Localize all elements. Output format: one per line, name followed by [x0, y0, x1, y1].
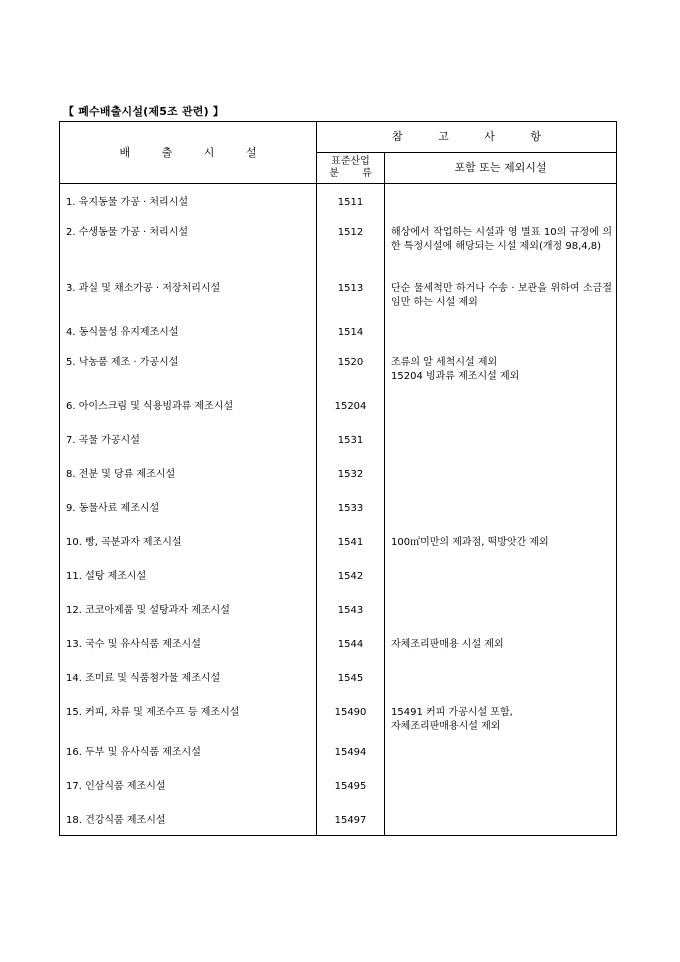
row-facility-name: 4. 동식물성 유지제조시설: [60, 314, 317, 344]
row-facility-name: 7. 곡물 가공시설: [60, 422, 317, 456]
row-include-exclude: 해상에서 작업하는 시설과 영 별표 10의 규정에 의한 특정시설에 해당되는 시설 제외(개정 98,4,8): [385, 214, 617, 270]
table-row: [60, 768, 617, 802]
table-row: [60, 422, 617, 456]
row-facility-name: 16. 두부 및 유사식품 제조시설: [60, 734, 317, 768]
row-industry-code: 1511: [317, 184, 385, 214]
table-row: [60, 214, 617, 270]
header-description: 포함 또는 제외시설: [385, 153, 617, 184]
row-include-exclude: [385, 768, 617, 802]
row-industry-code: 1513: [317, 270, 385, 314]
header-facility: 배 출 시 설: [60, 122, 317, 184]
table-body: [60, 184, 617, 836]
row-include-exclude: [385, 456, 617, 490]
table-row: [60, 734, 617, 768]
row-include-exclude: [385, 802, 617, 836]
table-row: [60, 388, 617, 422]
page-title: 【 폐수배출시설(제5조 관련) 】: [63, 105, 225, 118]
table-row: [60, 626, 617, 660]
row-include-exclude: [385, 660, 617, 694]
row-include-exclude: [385, 388, 617, 422]
row-include-exclude: [385, 734, 617, 768]
table-row: [60, 694, 617, 734]
row-facility-name: 13. 국수 및 유사식품 제조시설: [60, 626, 317, 660]
row-facility-name: 6. 아이스크림 및 식용빙과류 제조시설: [60, 388, 317, 422]
row-industry-code: 1531: [317, 422, 385, 456]
table-row: [60, 524, 617, 558]
table-row: [60, 456, 617, 490]
table-row: [60, 592, 617, 626]
row-facility-name: 17. 인삼식품 제조시설: [60, 768, 317, 802]
row-include-exclude: 조류의 알 세척시설 제외 15204 빙과류 제조시설 제외: [385, 344, 617, 388]
row-industry-code: 1512: [317, 214, 385, 270]
row-include-exclude: 15491 커피 가공시설 포함, 자체조리판매용시설 제외: [385, 694, 617, 734]
row-industry-code: 1545: [317, 660, 385, 694]
row-facility-name: 9. 동물사료 제조시설: [60, 490, 317, 524]
row-facility-name: 12. 코코아제품 및 설탕과자 제조시설: [60, 592, 317, 626]
row-facility-name: 18. 건강식품 제조시설: [60, 802, 317, 836]
row-industry-code: 15495: [317, 768, 385, 802]
row-industry-code: 1533: [317, 490, 385, 524]
row-facility-name: 11. 설탕 제조시설: [60, 558, 317, 592]
table-row: [60, 660, 617, 694]
row-facility-name: 3. 과실 및 채소가공 · 저장처리시설: [60, 270, 317, 314]
row-include-exclude: [385, 422, 617, 456]
row-facility-name: 14. 조미료 및 식품첨가물 제조시설: [60, 660, 317, 694]
facility-table: [59, 121, 617, 836]
row-industry-code: 15204: [317, 388, 385, 422]
row-facility-name: 1. 육지동물 가공 · 처리시설: [60, 184, 317, 214]
header-code-line1: 표준산업: [331, 156, 370, 167]
row-industry-code: 1520: [317, 344, 385, 388]
row-include-exclude: [385, 592, 617, 626]
table-row: [60, 184, 617, 214]
table-row: [60, 558, 617, 592]
row-facility-name: 2. 수생동물 가공 · 처리시설: [60, 214, 317, 270]
row-industry-code: 1544: [317, 626, 385, 660]
header-code: [317, 153, 385, 184]
row-include-exclude: 자체조리판매용 시설 제외: [385, 626, 617, 660]
table-row: [60, 490, 617, 524]
header-code-line2: 분 류: [329, 168, 382, 179]
row-include-exclude: [385, 558, 617, 592]
row-industry-code: 1541: [317, 524, 385, 558]
row-include-exclude: [385, 184, 617, 214]
row-facility-name: 10. 빵, 곡분과자 제조시설: [60, 524, 317, 558]
table-row: [60, 344, 617, 388]
row-industry-code: 1543: [317, 592, 385, 626]
row-include-exclude: 100㎡미만의 제과점, 떡방앗간 제외: [385, 524, 617, 558]
header-reference: 참 고 사 항: [317, 122, 617, 153]
row-facility-name: 15. 커피, 차류 및 제조수프 등 제조시설: [60, 694, 317, 734]
row-industry-code: 1532: [317, 456, 385, 490]
row-industry-code: 15494: [317, 734, 385, 768]
row-industry-code: 15497: [317, 802, 385, 836]
table-row: [60, 314, 617, 344]
row-industry-code: 15490: [317, 694, 385, 734]
row-industry-code: 1542: [317, 558, 385, 592]
row-industry-code: 1514: [317, 314, 385, 344]
table-row: [60, 802, 617, 836]
row-include-exclude: [385, 314, 617, 344]
table-row: [60, 270, 617, 314]
row-include-exclude: 단순 물세척만 하거나 수송 · 보관을 위하여 소금절임만 하는 시설 제외: [385, 270, 617, 314]
row-facility-name: 8. 전분 및 당류 제조시설: [60, 456, 317, 490]
table-header: [60, 122, 617, 184]
row-facility-name: 5. 낙농품 제조 · 가공시설: [60, 344, 317, 388]
row-include-exclude: [385, 490, 617, 524]
